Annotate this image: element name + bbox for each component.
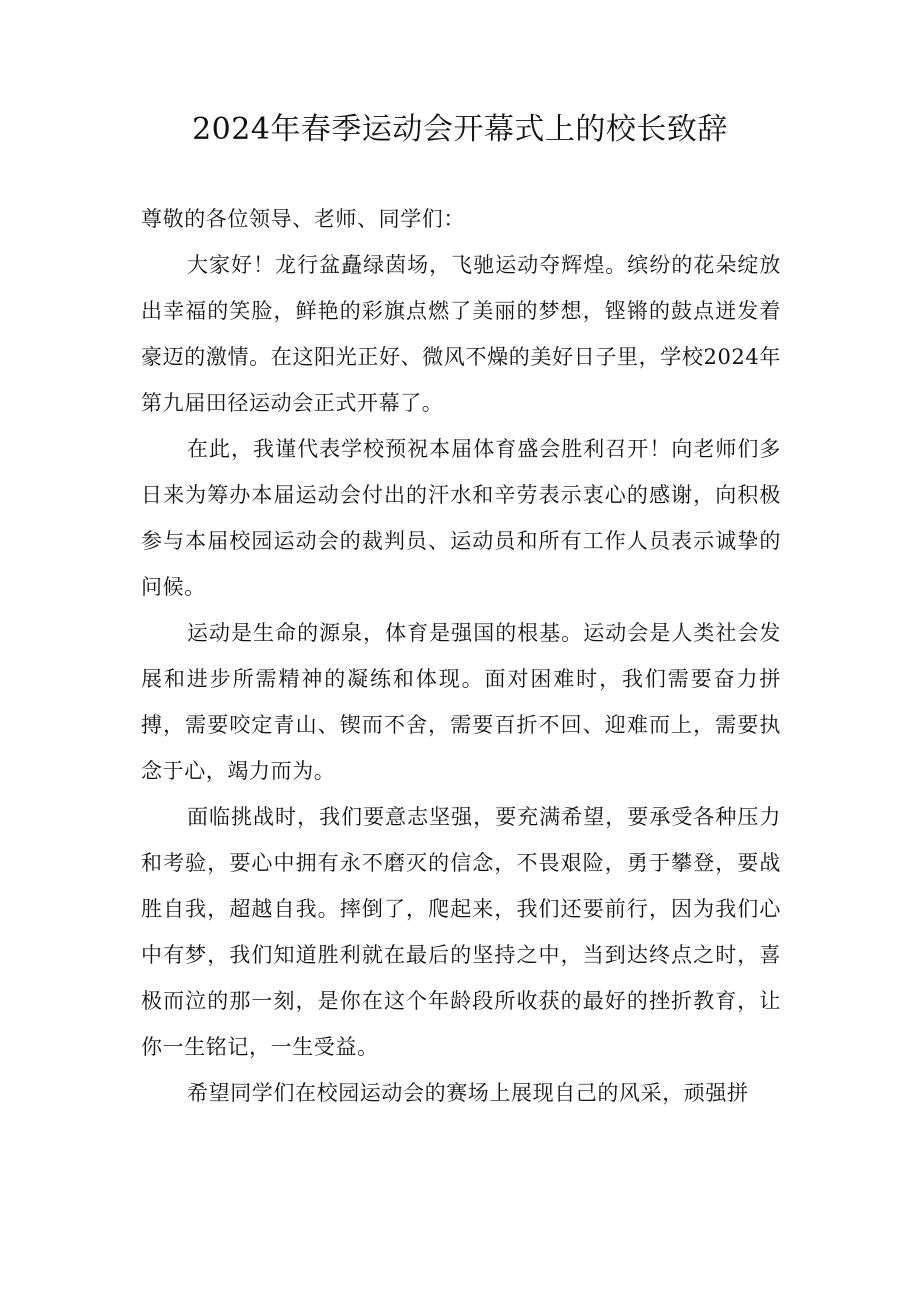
- paragraph-greeting: 大家好！龙行盆矗绿茵场，飞驰运动夺辉煌。缤纷的花朵绽放出幸福的笑脸，鲜艳的彩旗点燃了美丽的梦想，铿锵的鼓点迸发着豪迈的激情。在这阳光正好、微风不燥的美好日子里，学校2024年第九届田径运动会正式开幕了。: [141, 253, 781, 415]
- salutation: 尊敬的各位领导、老师、同学们：: [141, 207, 465, 231]
- paragraph-hope: 希望同学们在校园运动会的赛场上展现自己的风采，顽强拼: [187, 1081, 749, 1105]
- paragraph-challenges: 面临挑战时，我们要意志坚强，要充满希望，要承受各种压力和考验，要心中拥有永不磨灭的信念，不畏艰险，勇于攀登，要战胜自我，超越自我。摔倒了，爬起来，我们还要前行，因为我们心中有梦，我们知道胜利就在最后的坚持之中，当到达终点之时，喜极而泣的那一刻，是你在这个年龄段所收获的最好的挫折教育，让你一生铭记，一生受益。: [141, 805, 781, 1059]
- paragraph-thanks: 在此，我谨代表学校预祝本届体育盛会胜利召开！向老师们多日来为筹办本届运动会付出的汗水和辛劳表示衷心的感谢，向积极参与本届校园运动会的裁判员、运动员和所有工作人员表示诚挚的问候。: [141, 437, 781, 599]
- document-body: [141, 196, 781, 1116]
- paragraph-sport-spirit: 运动是生命的源泉，体育是强国的根基。运动会是人类社会发展和进步所需精神的凝练和体现。面对困难时，我们需要奋力拼搏，需要咬定青山、锲而不舍，需要百折不回、迎难而上，需要执念于心，竭力而为。: [141, 621, 781, 783]
- page-title: 2024年春季运动会开幕式上的校长致辞: [192, 112, 728, 147]
